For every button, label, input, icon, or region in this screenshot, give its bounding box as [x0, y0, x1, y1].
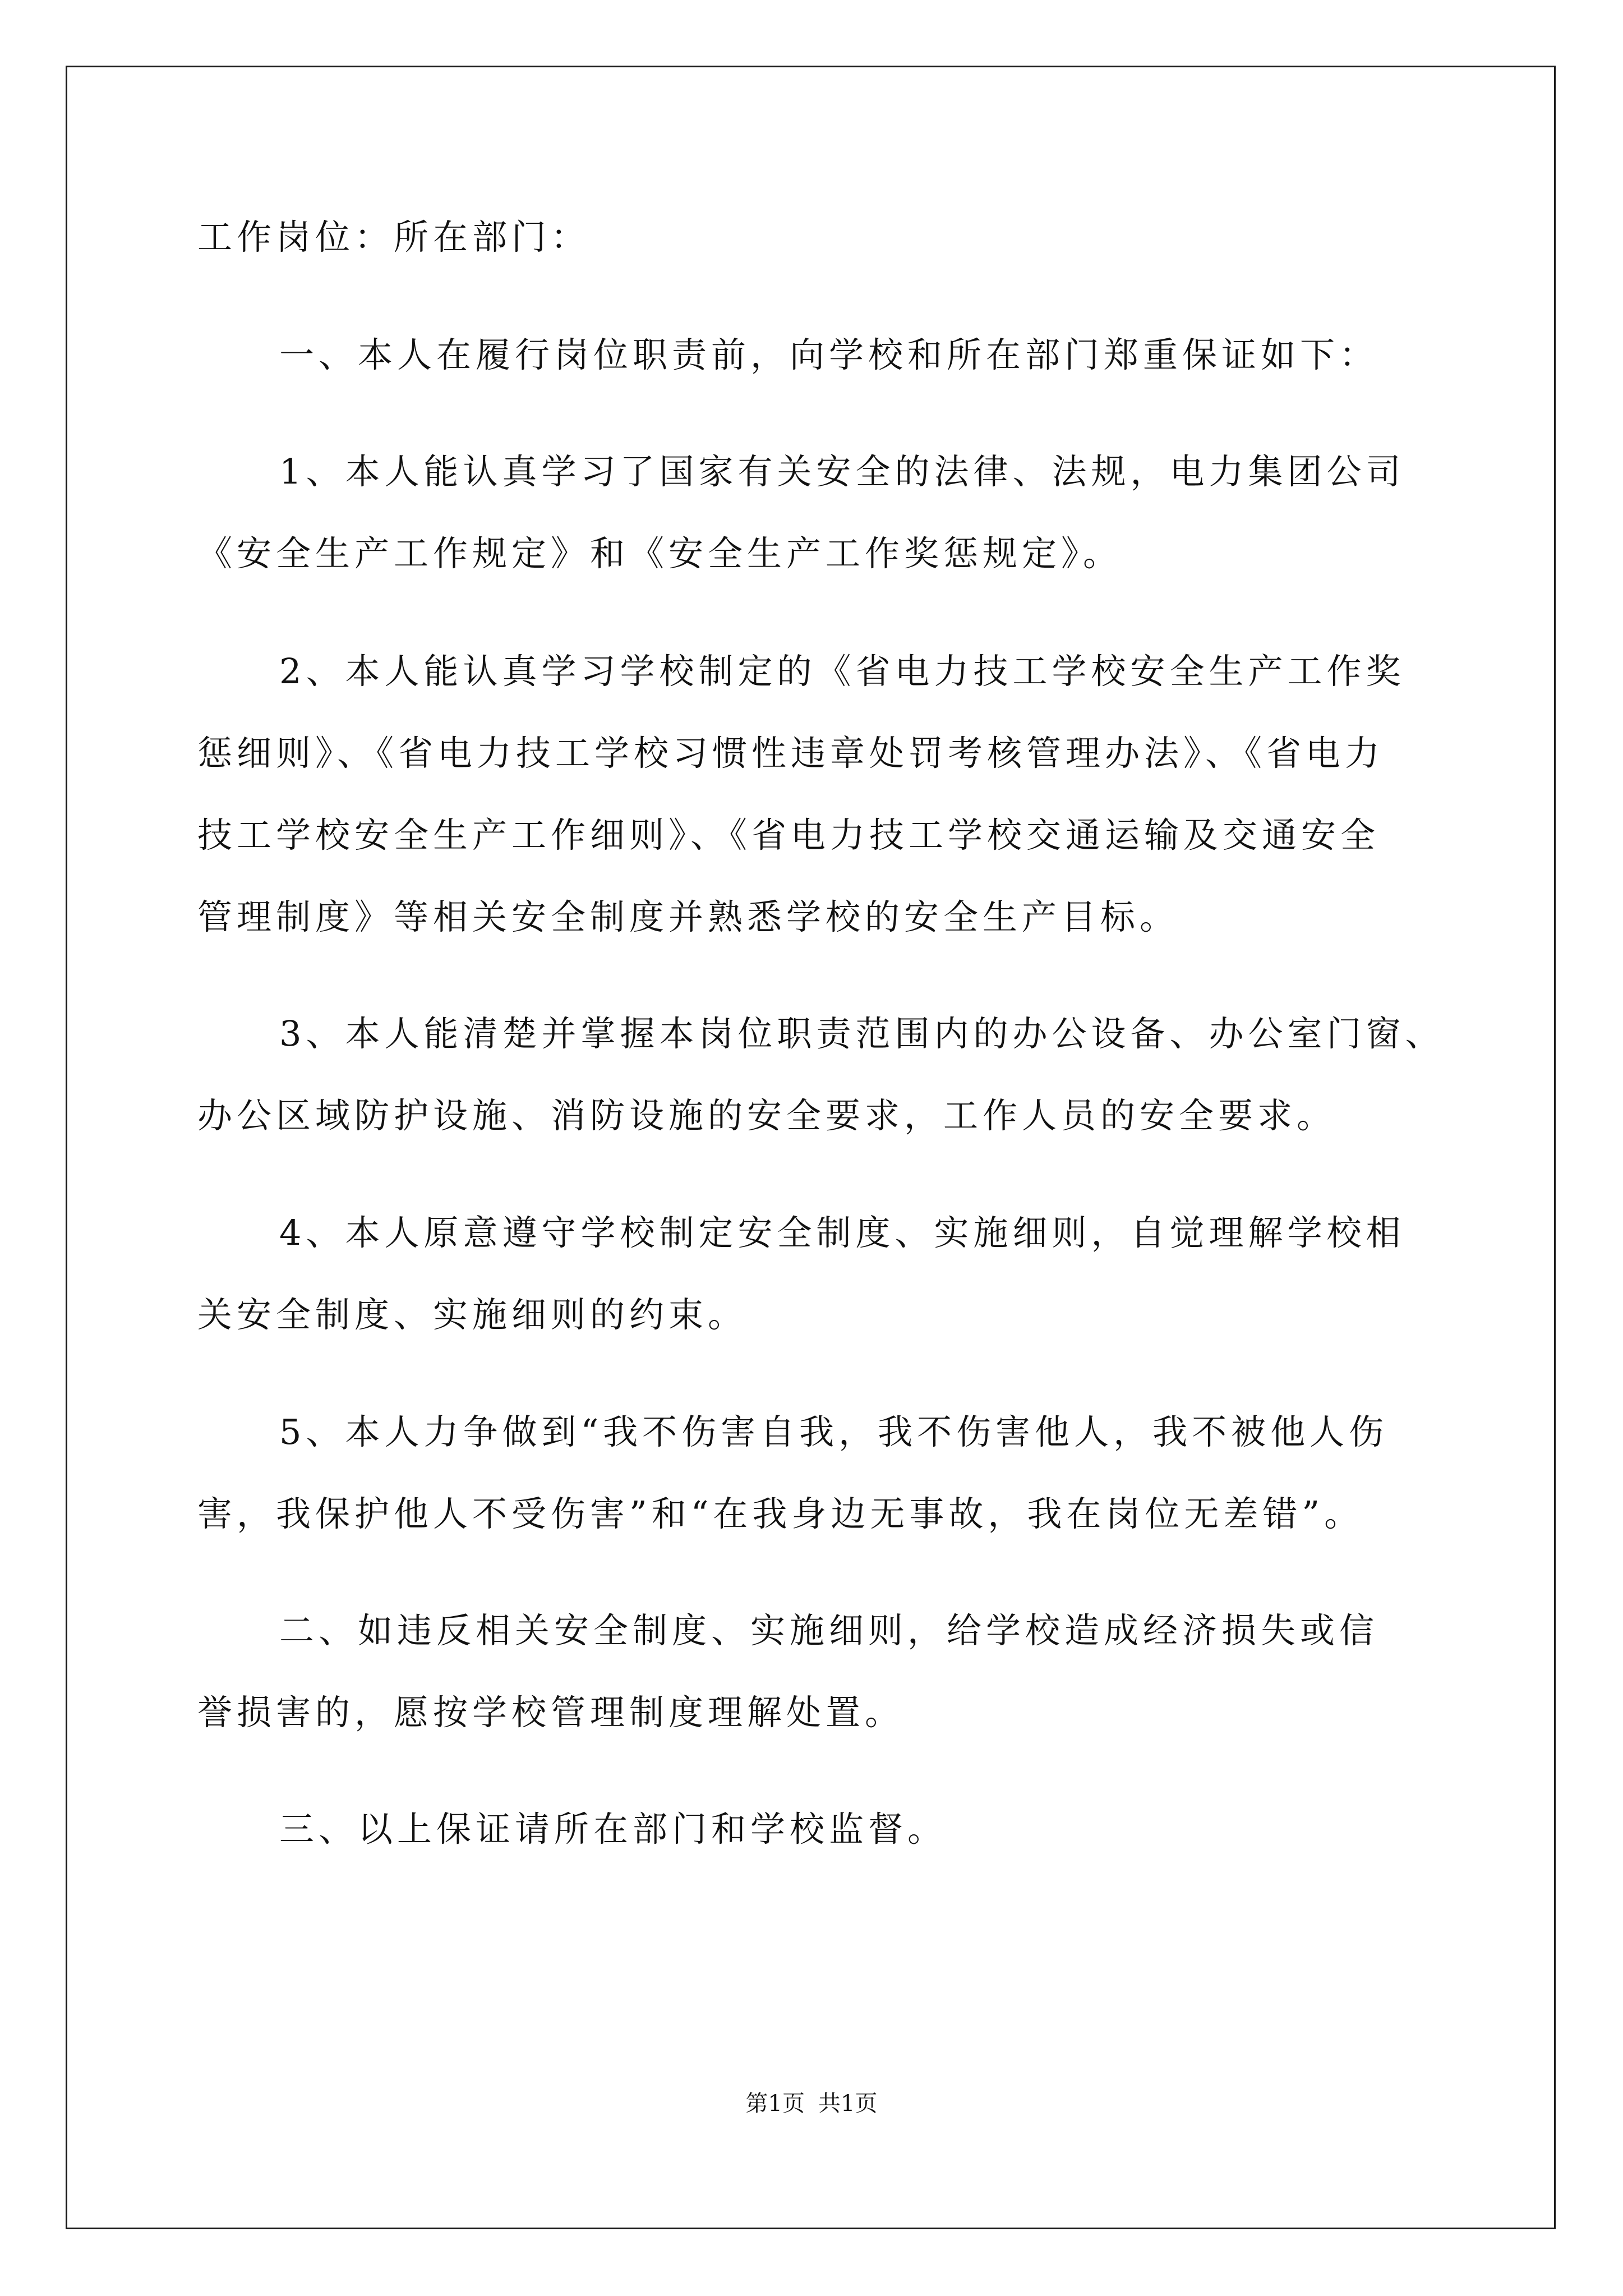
- item-4-line-1: 4、本人原意遵守学校制定安全制度、实施细则，自觉理解学校相: [279, 1212, 1405, 1253]
- item-1-line-1: 1、本人能认真学习了国家有关安全的法律、法规，电力集团公司: [279, 451, 1405, 492]
- section-two-line-1: 二、如违反相关安全制度、实施细则，给学校造成经济损失或信: [279, 1610, 1379, 1651]
- section-two-line-2: 誉损害的，愿按学校管理制度理解处置。: [197, 1692, 905, 1733]
- item-3-line-2: 办公区域防护设施、消防设施的安全要求，工作人员的安全要求。: [197, 1095, 1336, 1136]
- item-5-line-2: 害，我保护他人不受伤害”和“在我身边无事故，我在岗位无差错”。: [197, 1493, 1364, 1534]
- item-1-line-2: 《安全生产工作规定》和《安全生产工作奖惩规定》。: [197, 533, 1123, 574]
- item-2-line-2: 惩细则》、《省电力技工学校习惯性违章处罚考核管理办法》、《省电力: [197, 733, 1385, 774]
- item-2-line-3: 技工学校安全生产工作细则》、《省电力技工学校交通运输及交通安全: [197, 815, 1380, 855]
- item-4-line-2: 关安全制度、实施细则的约束。: [197, 1294, 748, 1335]
- position-department-line: 工作岗位：所在部门：: [197, 217, 591, 257]
- section-one-heading: 一、本人在履行岗位职责前，向学校和所在部门郑重保证如下：: [279, 334, 1379, 375]
- page-border: [66, 66, 1556, 2229]
- item-2-line-1: 2、本人能认真学习学校制定的《省电力技工学校安全生产工作奖: [279, 651, 1405, 692]
- item-2-line-4: 管理制度》等相关安全制度并熟悉学校的安全生产目标。: [197, 896, 1179, 937]
- page-footer: [0, 2091, 1623, 2116]
- item-5-line-1: 5、本人力争做到“我不伤害自我，我不伤害他人，我不被他人伤: [279, 1411, 1389, 1452]
- page-number: 第1页: [745, 2091, 805, 2116]
- total-pages: 共1页: [818, 2091, 878, 2116]
- item-3-line-1: 3、本人能清楚并掌握本岗位职责范围内的办公设备、办公室门窗、: [279, 1013, 1445, 1054]
- section-three-line: 三、以上保证请所在部门和学校监督。: [279, 1809, 947, 1849]
